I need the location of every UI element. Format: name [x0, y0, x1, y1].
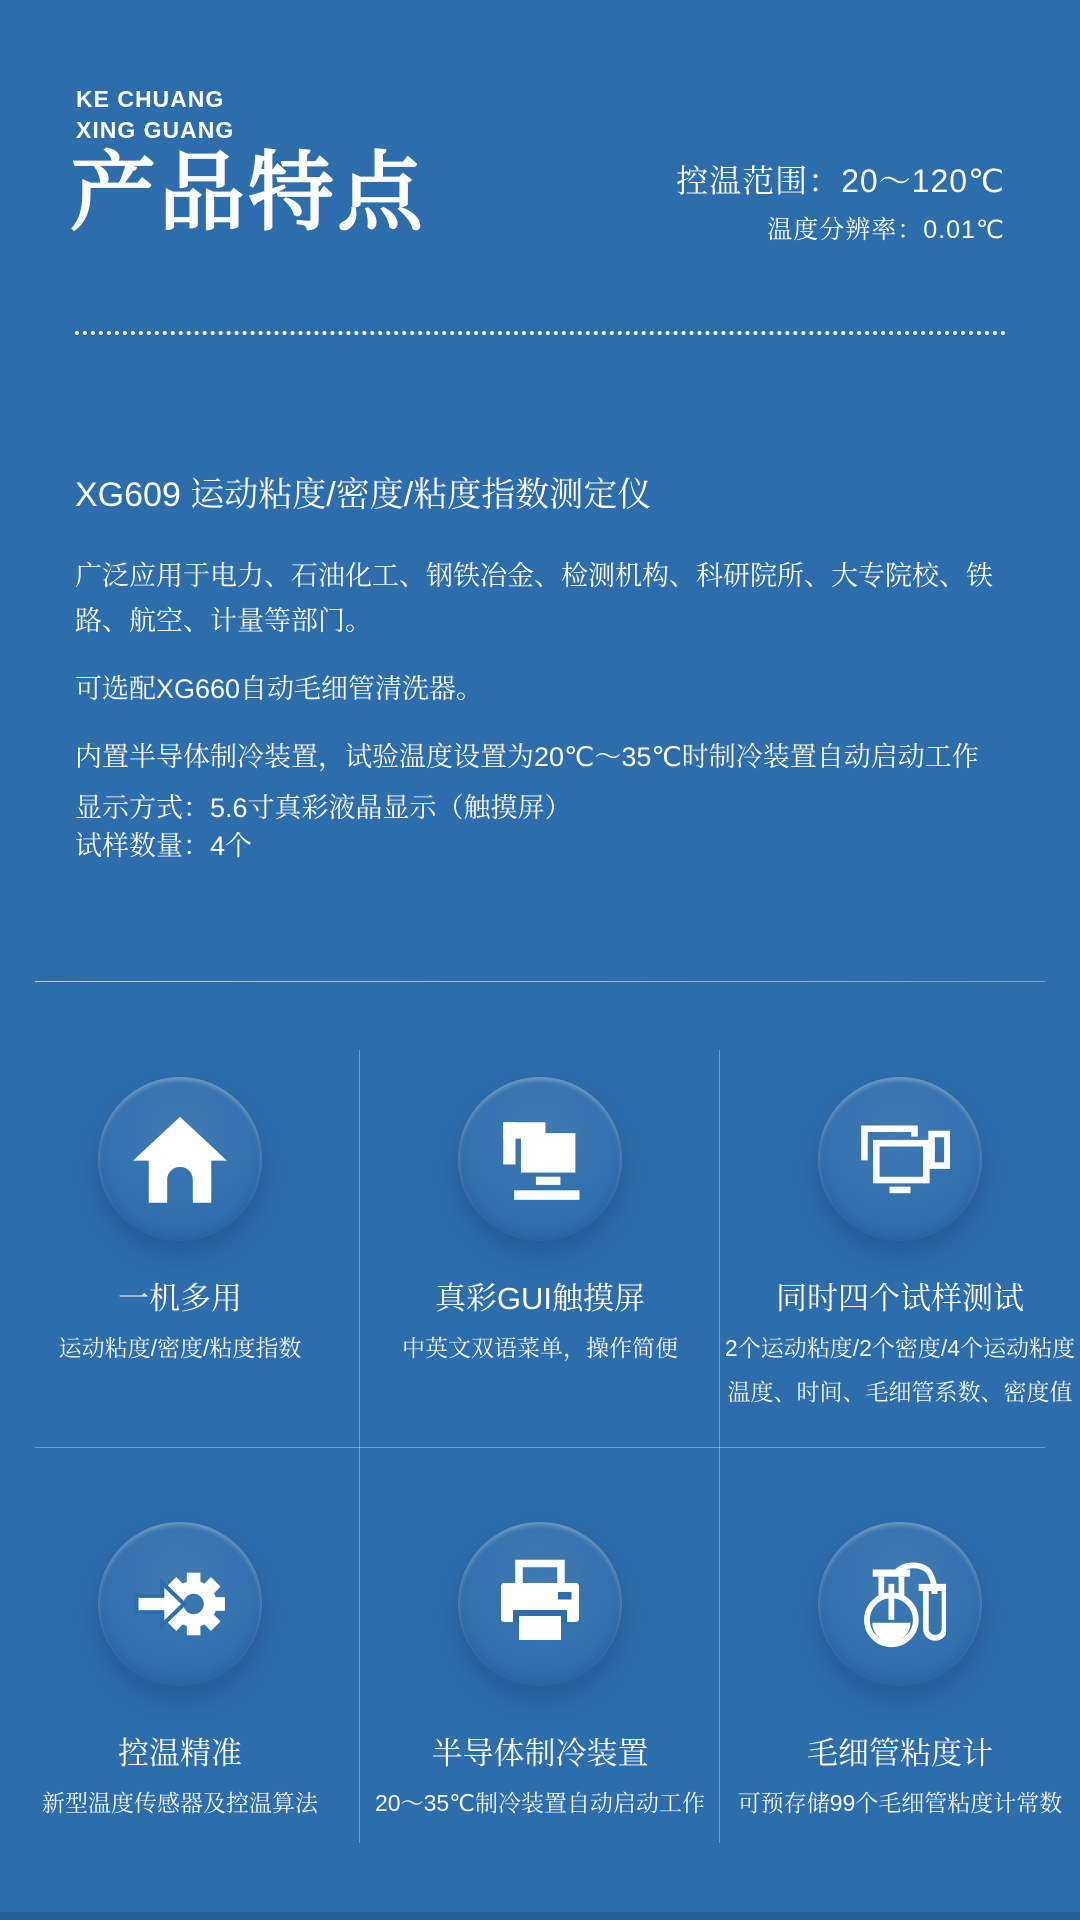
feature-card-capillary — [720, 1447, 1080, 1843]
feature-title: 半导体制冷装置 — [431, 1736, 649, 1771]
section-divider — [35, 981, 1045, 982]
paragraph-applications: 广泛应用于电力、石油化工、钢铁冶金、检测机构、科研院所、大专院校、铁路、航空、计量等部门。 — [75, 561, 993, 636]
footer-bar — [0, 1912, 1080, 1920]
page-title: 产品特点 — [70, 142, 426, 243]
product-title: XG609 运动粘度/密度/粘度指数测定仪 — [75, 476, 652, 514]
icon-circle — [98, 1077, 262, 1241]
feature-title: 一机多用 — [118, 1281, 242, 1316]
dotted-divider — [75, 331, 1006, 335]
printer-icon — [492, 1559, 588, 1649]
icon-circle — [98, 1522, 262, 1686]
sample-count-line: 试样数量：4个 — [75, 831, 253, 861]
gear-arrow-icon — [131, 1560, 229, 1648]
paragraph-optional: 可选配XG660自动毛细管清洗器。 — [75, 674, 484, 704]
feature-desc: 温度、时间、毛细管系数、密度值 — [727, 1379, 1073, 1405]
feature-desc: 运动粘度/密度/粘度指数 — [58, 1335, 302, 1361]
spec-resolution: 温度分辨率：0.01℃ — [767, 216, 1005, 244]
feature-desc: 2个运动粘度/2个密度/4个运动粘度 — [724, 1335, 1076, 1361]
feature-desc: 20～35℃制冷装置自动启动工作 — [375, 1790, 705, 1816]
feature-title: 真彩GUI触摸屏 — [434, 1281, 646, 1316]
icon-circle — [818, 1077, 982, 1241]
home-icon — [130, 1114, 230, 1204]
feature-desc: 可预存储99个毛细管粘度计常数 — [737, 1790, 1063, 1816]
spec-temp-range: 控温范围：20～120℃ — [676, 163, 1005, 199]
feature-card-precise-temp — [0, 1447, 360, 1843]
paragraph-cooling: 内置半导体制冷装置，试验温度设置为20℃～35℃时制冷装置自动启动工作 — [75, 742, 979, 772]
icon-circle — [818, 1522, 982, 1686]
feature-card-touchscreen — [360, 1050, 720, 1447]
icon-circle — [458, 1077, 622, 1241]
touchscreen-icon — [491, 1115, 589, 1203]
brand-text — [76, 84, 234, 146]
brand-line1: KE CHUANG — [76, 86, 225, 112]
feature-card-four-samples — [720, 1050, 1080, 1447]
display-mode-line: 显示方式：5.6寸真彩液晶显示（触摸屏） — [75, 793, 572, 823]
flask-icon — [854, 1558, 946, 1650]
paragraph-specs — [75, 789, 1008, 865]
feature-desc: 新型温度传感器及控温算法 — [42, 1790, 318, 1816]
spec-block — [676, 160, 1005, 247]
feature-desc: 中英文双语菜单，操作简便 — [402, 1335, 678, 1361]
feature-title: 控温精准 — [118, 1736, 242, 1771]
feature-title: 毛细管粘度计 — [807, 1736, 993, 1771]
brand-line2: XING GUANG — [76, 117, 235, 143]
feature-card-multi-use — [0, 1050, 360, 1447]
feature-title: 同时四个试样测试 — [776, 1281, 1024, 1316]
icon-circle — [458, 1522, 622, 1686]
feature-card-cooling — [360, 1447, 720, 1843]
multi-screen-icon — [850, 1115, 950, 1203]
